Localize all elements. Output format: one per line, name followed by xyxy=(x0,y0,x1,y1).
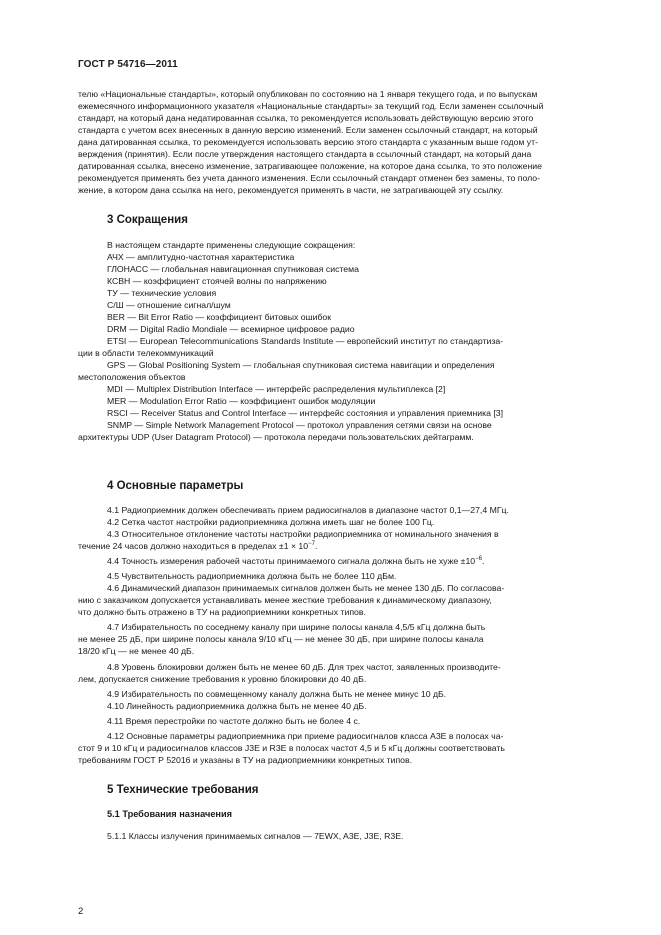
text-line: ежемесячного информационного указателя «Национальные стандарты» за текущий год. Если заменен ссылочный xyxy=(78,101,544,111)
clause-4-1: 4.1 Радиоприемник должен обеспечивать прием радиосигналов в диапазоне частот 0,1—27,4 МГц. xyxy=(107,505,509,515)
clause-4-7-continued: 18/20 кГц — не менее 40 дБ. xyxy=(78,646,195,656)
clause-4-2: 4.2 Сетка частот настройки радиоприемника должна иметь шаг не более 100 Гц. xyxy=(107,517,435,527)
abbrev-item-continued: архитектуры UDP (User Datagram Protocol) — протокола передачи пользовательских дейтаграмм. xyxy=(78,432,474,442)
text-line: датированная ссылка, внесено изменение, затрагивающее положение, на которое дана ссылка, то это положение xyxy=(78,161,542,171)
clause-5-1-1: 5.1.1 Классы излучения принимаемых сигналов — 7EWX, A3E, J3E, R3E. xyxy=(107,831,404,841)
abbrev-item: RSCI — Receiver Status and Control Interface — интерфейс состояния и управления приемника [3] xyxy=(107,408,504,418)
clause-4-8: 4.8 Уровень блокировки должен быть не менее 60 дБ. Для трех частот, заявленных производите- xyxy=(107,662,501,672)
clause-4-12-continued: стот 9 и 10 кГц и радиосигналов классов J3E и R3E в полосах частот 4,5 и 5 кГц должны соответствовать xyxy=(78,743,505,753)
abbrev-item-continued: ции в области телекоммуникаций xyxy=(78,348,214,358)
abbrev-item: SNMP — Simple Network Management Protocol — протокол управления сетями связи на основе xyxy=(107,420,492,430)
abbrev-item: ТУ — технические условия xyxy=(107,288,217,298)
exponent: −7 xyxy=(308,541,315,547)
text-line: стандарта с учетом всех внесенных в данную версию изменений. Если заменен ссылочный стандарт, на который xyxy=(78,125,538,135)
text-line: жение, в котором дана ссылка на него, рекомендуется применять в части, не затрагивающей эту ссылку. xyxy=(78,185,504,195)
clause-4-12-continued: требованиям ГОСТ Р 52016 и указаны в ТУ на радиоприемники конкретных типов. xyxy=(78,755,413,765)
abbrev-item: ETSI — European Telecommunications Standards Institute — европейский институт по стандартиза- xyxy=(107,336,504,346)
clause-4-10: 4.10 Линейность радиоприемника должна быть не менее 40 дБ. xyxy=(107,701,367,711)
abbrev-item-continued: местоположения объектов xyxy=(78,372,186,382)
clause-4-11: 4.11 Время перестройки по частоте должно быть не более 4 с. xyxy=(107,716,361,726)
clause-4-12: 4.12 Основные параметры радиоприемника при приеме радиосигналов класса А3Е в полосах ча- xyxy=(107,731,504,741)
text-line: рекомендуется применять без учета данного изменения. Если ссылочный стандарт отменен без замены, то поло- xyxy=(78,173,541,183)
abbrev-item: BER — Bit Error Ratio — коэффициент битовых ошибок xyxy=(107,312,332,322)
clause-4-7: 4.7 Избирательность по соседнему каналу при ширине полосы канала 4,5/5 кГц должна быть xyxy=(107,622,486,632)
clause-4-3-continued: течение 24 часов должно находиться в пределах $\pm 1 \times 10^{-7}$. xyxy=(78,541,318,551)
abbrev-item: MDI — Multiplex Distribution Interface — интерфейс распределения мультиплекса [2] xyxy=(107,384,446,394)
clause-4-3: 4.3 Относительное отклонение частоты настройки радиоприемника от номинального значения в xyxy=(107,529,499,539)
abbrev-item: АЧХ — амплитудно-частотная характеристика xyxy=(107,252,295,262)
clause-4-9: 4.9 Избирательность по совмещенному каналу должна быть не менее минус 10 дБ. xyxy=(107,689,447,699)
clause-4-4: 4.4 Точность измерения рабочей частоты принимаемого сигнала должна быть не хуже $\pm 10^{-6}$. xyxy=(107,556,485,566)
page-number: 2 xyxy=(78,906,84,917)
section-4-heading: 4 Основные параметры xyxy=(107,480,244,492)
text-line: дана датированная ссылка, то рекомендуется использовать версию этого стандарта с указанным выше годом ут- xyxy=(78,137,539,147)
clause-4-8-continued: лем, допускается снижение требования к уровню блокировки до 40 дБ. xyxy=(78,674,367,684)
abbrev-item: GPS — Global Positioning System — глобальная спутниковая система навигации и определения xyxy=(107,360,495,370)
text-line: стандарт, на который дана недатированная ссылка, то рекомендуется использовать действующую версию этого xyxy=(78,113,534,123)
abbrev-item: DRM — Digital Radio Mondiale — всемирное цифровое радио xyxy=(107,324,355,334)
section-5-heading: 5 Технические требования xyxy=(107,784,259,796)
section-3-heading: 3 Сокращения xyxy=(107,214,188,226)
abbrev-item: MER — Modulation Error Ratio — коэффициент ошибок модуляции xyxy=(107,396,376,406)
clause-4-6: 4.6 Динамический диапазон принимаемых сигналов должен быть не менее 130 дБ. По согласова- xyxy=(107,583,505,593)
abbrev-item: КСВН — коэффициент стоячей волны по напряжению xyxy=(107,276,327,286)
subsection-5-1-heading: 5.1 Требования назначения xyxy=(107,809,232,819)
text-line: телю «Национальные стандарты», который опубликован по состоянию на 1 января текущего года, и по выпускам xyxy=(78,89,538,99)
clause-4-6-continued: нию с заказчиком допускается устанавливать менее жесткие требования к динамическому диапазону, xyxy=(78,595,492,605)
text-line: верждения (принятия). Если после утверждения настоящего стандарта в ссылочный стандарт, на который дана xyxy=(78,149,532,159)
clause-4-5: 4.5 Чувствительность радиоприемника должна быть не более 110 дБм. xyxy=(107,571,397,581)
section-3-lead: В настоящем стандарте применены следующие сокращения: xyxy=(107,240,356,250)
clause-4-7-continued: не менее 25 дБ, при ширине полосы канала 9/10 кГц — не менее 30 дБ, при ширине полосы канала xyxy=(78,634,484,644)
document-header: ГОСТ Р 54716—2011 xyxy=(78,59,178,70)
clause-4-6-continued: что должно быть отражено в ТУ на радиоприемники конкретных типов. xyxy=(78,607,366,617)
abbrev-item: ГЛОНАСС — глобальная навигационная спутниковая система xyxy=(107,264,359,274)
exponent: −6 xyxy=(475,556,482,562)
abbrev-item: С/Ш — отношение сигнал/шум xyxy=(107,300,231,310)
